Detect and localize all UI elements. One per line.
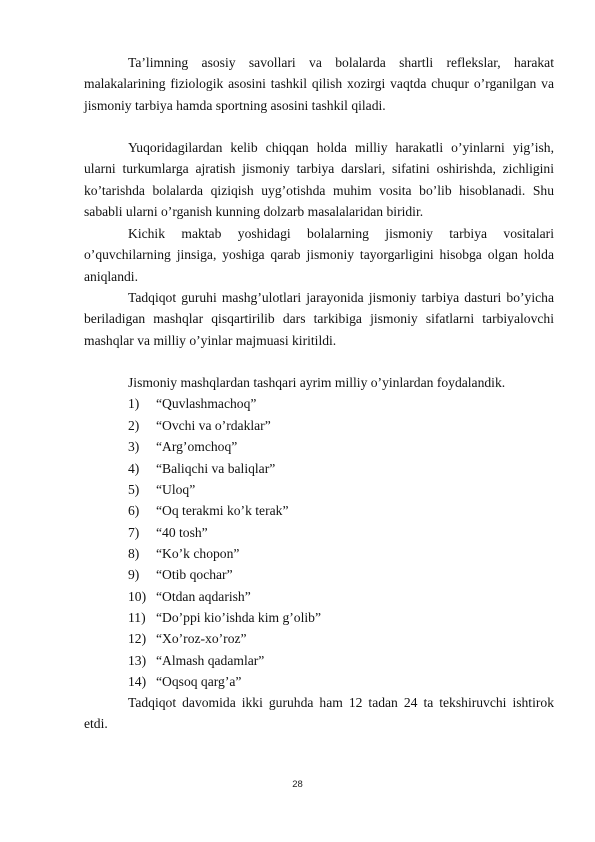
closing-paragraph: Tadqiqot davomida ikki guruhda ham 12 tadan 24 ta tekshiruvchi ishtirok etdi. [84, 695, 554, 732]
list-item: 7) “40 tosh” [128, 525, 208, 540]
paragraph-2: Yuqoridagilardan kelib chiqqan holda milliy harakatli o’yinlarni yig’ish, ularni turkumlarga ajratish jismoniy tarbiya darslari, sifatini oshirishda, zichligini ko’tarishda bolalarda qiziqish uyg’otishda muhim vosita bo’lib hisoblanadi. Shu sababli ularni o’rganish kunning dolzarb masalalaridan biridir. [84, 140, 554, 219]
list-item: 9) “Otib qochar” [128, 567, 233, 582]
list-intro: Jismoniy mashqlardan tashqari ayrim milliy o’yinlardan foydalandik. [128, 375, 506, 390]
list-item: 10) “Otdan aqdarish” [128, 589, 251, 604]
list-item: 1) “Quvlashmachoq” [128, 396, 257, 411]
list-item: 14) “Oqsoq qarg’a” [128, 674, 242, 689]
list-item: 5) “Uloq” [128, 482, 196, 497]
list-item: 11) “Do’ppi kio’ishda kim g’olib” [128, 610, 321, 625]
paragraph-3: Kichik maktab yoshidagi bolalarning jismoniy tarbiya vositalari o’quvchilarning jinsiga, yoshiga qarab jismoniy tayorgarligini hisobga olgan holda aniqlandi. [84, 226, 554, 284]
list-item: 4) “Baliqchi va baliqlar” [128, 461, 276, 476]
paragraph-4: Tadqiqot guruhi mashg’ulotlari jarayonida jismoniy tarbiya dasturi bo’yicha beriladigan mashqlar qisqartirilib dars tarkibiga jismoniy sifatlarni tarbiyalovchi mashqlar va milliy o’yinlar majmuasi kiritildi. [84, 290, 554, 348]
list-item: 3) “Arg’omchoq” [128, 439, 238, 454]
list-item: 13) “Almash qadamlar” [128, 653, 265, 668]
page-number: 28 [292, 779, 303, 790]
list-item: 12) “Xo’roz-xo’roz” [128, 631, 247, 646]
paragraph-1: Ta’limning asosiy savollari va bolalarda shartli reflekslar, harakat malakalarining fiziologik asosini tashkil qilish xozirgi vaqtda chuqur o’rganilgan va jismoniy tarbiya hamda sportning asosini tashkil qiladi. [84, 55, 554, 113]
list-item: 6) “Oq terakmi ko’k terak” [128, 503, 289, 518]
list-item: 2) “Ovchi va o’rdaklar” [128, 418, 271, 433]
list-item: 8) “Ko’k chopon” [128, 546, 240, 561]
